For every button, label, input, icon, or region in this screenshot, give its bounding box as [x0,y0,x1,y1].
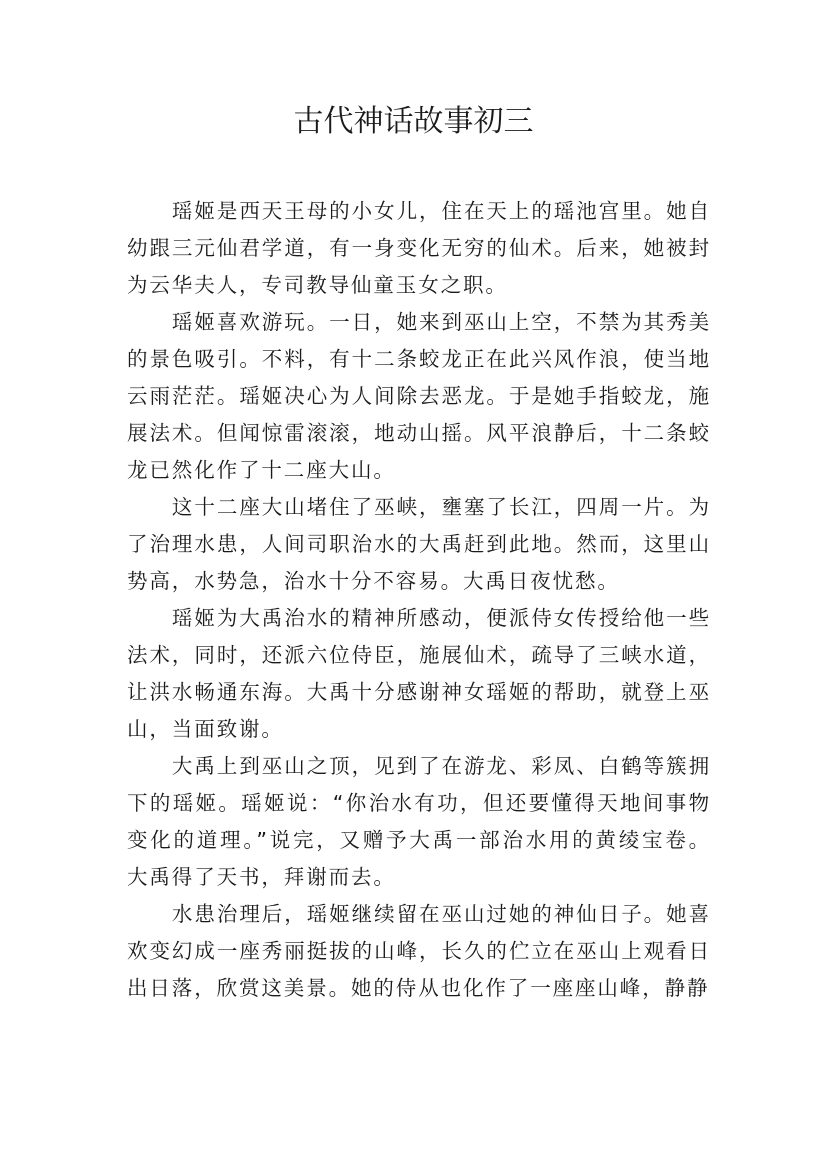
paragraph: 瑶姬是西天王母的小女儿，住在天上的瑶池宫里。她自幼跟三元仙君学道，有一身变化无穷的仙术。后来，她被封为云华夫人，专司教导仙童玉女之职。 [127,199,711,297]
paragraph: 瑶姬喜欢游玩。一日，她来到巫山上空，不禁为其秀美的景色吸引。不料，有十二条蛟龙正在此兴风作浪，使当地云雨茫茫。瑶姬决心为人间除去恶龙。于是她手指蛟龙，施展法术。但闻惊雷滚滚，地动山摇。风平浪静后，十二条蛟龙已然化作了十二座大山。 [127,310,711,482]
paragraph: 这十二座大山堵住了巫峡，壅塞了长江，四周一片。为了治理水患，人间司职治水的大禹赶到此地。然而，这里山势高，水势急，治水十分不容易。大禹日夜忧愁。 [127,495,711,593]
document-title: 古代神话故事初三 [293,104,534,139]
document-body [127,193,711,1007]
paragraph: 瑶姬为大禹治水的精神所感动，便派侍女传授给他一些法术，同时，还派六位侍臣，施展仙术，疏导了三峡水道，让洪水畅通东海。大禹十分感谢神女瑶姬的帮助，就登上巫山，当面致谢。 [127,606,711,741]
paragraph: 大禹上到巫山之顶，见到了在游龙、彩凤、白鹤等簇拥下的瑶姬。瑶姬说：“你治水有功，但还要懂得天地间事物变化的道理。”说完，又赠予大禹一部治水用的黄绫宝卷。大禹得了天书，拜谢而去。 [127,754,711,889]
paragraph: 水患治理后，瑶姬继续留在巫山过她的神仙日子。她喜欢变幻成一座秀丽挺拔的山峰，长久的伫立在巫山上观看日出日落，欣赏这美景。她的侍从也化作了一座座山峰，静静 [127,902,711,1000]
